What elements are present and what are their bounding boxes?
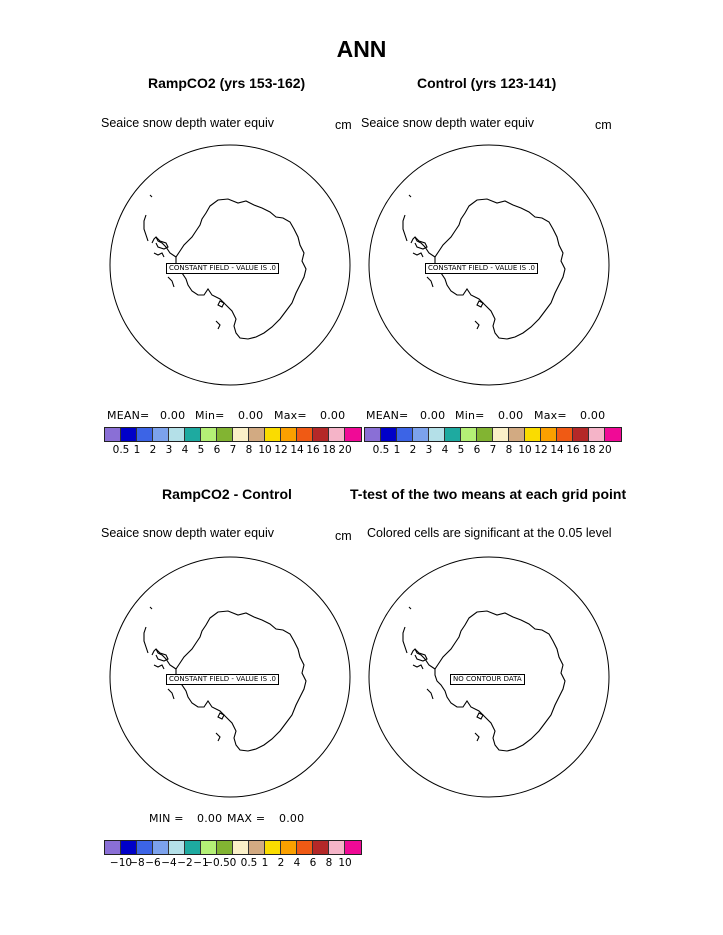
- colorbar-swatch: [105, 841, 121, 854]
- coastline-path: [403, 215, 407, 241]
- colorbar-tick-label: 3: [425, 444, 433, 456]
- min-value: 0.00: [197, 812, 223, 825]
- colorbar-swatch: [297, 428, 313, 441]
- colorbar-swatch: [509, 428, 525, 441]
- colorbar-tick-label: 8: [245, 444, 253, 456]
- colorbar-swatch: [397, 428, 413, 441]
- colorbar-swatch: [541, 428, 557, 441]
- colorbar-tick-label: 14: [550, 444, 564, 456]
- main-title: ANN: [336, 36, 387, 62]
- coastline-path: [475, 321, 479, 329]
- coastline-path: [144, 215, 148, 241]
- colorbar-swatch: [249, 428, 265, 441]
- colorbar-tick-label: 0.5: [112, 444, 130, 456]
- coastline-path: [216, 733, 220, 741]
- significance-note: Colored cells are significant at the 0.05 level: [367, 526, 612, 540]
- colorbar-tick-label: 0: [229, 857, 237, 869]
- panel-title-difference: RampCO2 - Control: [162, 486, 292, 502]
- units-label-difference: cm: [335, 529, 352, 543]
- max-value: 0.00: [580, 409, 606, 422]
- colorbar-swatch: [265, 428, 281, 441]
- colorbar-rampco2: [104, 427, 362, 442]
- constant-field-note-control: CONSTANT FIELD - VALUE IS .0: [425, 263, 538, 274]
- colorbar-tick-label: 3: [165, 444, 173, 456]
- coastline-path: [144, 627, 148, 653]
- colorbar-tick-label: 6: [309, 857, 317, 869]
- colorbar-labels-difference: [104, 857, 362, 871]
- mean-label: MEAN=: [107, 409, 150, 422]
- colorbar-swatch: [153, 428, 169, 441]
- max-label: Max=: [274, 409, 307, 422]
- colorbar-swatch: [169, 841, 185, 854]
- colorbar-tick-label: 4: [181, 444, 189, 456]
- coastline-path: [413, 665, 423, 669]
- colorbar-swatch: [345, 841, 361, 854]
- min-label: Min=: [195, 409, 225, 422]
- colorbar-swatch: [381, 428, 397, 441]
- max-value: 0.00: [279, 812, 305, 825]
- colorbar-tick-label: 5: [197, 444, 205, 456]
- min-value: 0.00: [238, 409, 264, 422]
- coastline-path: [413, 253, 423, 257]
- colorbar-swatch: [265, 841, 281, 854]
- colorbar-swatch: [329, 841, 345, 854]
- field-label-control: Seaice snow depth water equiv: [361, 116, 535, 130]
- colorbar-tick-label: 1: [261, 857, 269, 869]
- colorbar-tick-label: 2: [409, 444, 417, 456]
- mean-value: 0.00: [160, 409, 186, 422]
- max-value: 0.00: [320, 409, 346, 422]
- colorbar-swatch: [313, 428, 329, 441]
- colorbar-tick-label: 12: [534, 444, 548, 456]
- colorbar-tick-label: 10: [338, 857, 352, 869]
- coastline-path: [475, 733, 479, 741]
- coastline-path: [403, 627, 407, 653]
- colorbar-tick-label: 10: [258, 444, 272, 456]
- colorbar-swatch: [461, 428, 477, 441]
- colorbar-swatch: [413, 428, 429, 441]
- colorbar-swatch: [313, 841, 329, 854]
- colorbar-swatch: [297, 841, 313, 854]
- colorbar-swatch: [429, 428, 445, 441]
- colorbar-swatch: [249, 841, 265, 854]
- colorbar-swatch: [573, 428, 589, 441]
- colorbar-tick-label: 0.5: [240, 857, 258, 869]
- colorbar-swatch: [169, 428, 185, 441]
- colorbar-labels-control: [364, 444, 622, 458]
- colorbar-tick-label: 7: [229, 444, 237, 456]
- colorbar-tick-label: 18: [322, 444, 336, 456]
- colorbar-tick-label: 18: [582, 444, 596, 456]
- panel-title-control: Control (yrs 123-141): [417, 75, 557, 91]
- max-label: MAX =: [227, 812, 266, 825]
- colorbar-tick-label: 1: [133, 444, 141, 456]
- colorbar-swatch: [493, 428, 509, 441]
- colorbar-swatch: [121, 841, 137, 854]
- colorbar-tick-label: 4: [441, 444, 449, 456]
- colorbar-swatch: [365, 428, 381, 441]
- colorbar-tick-label: 6: [473, 444, 481, 456]
- mean-value: 0.00: [420, 409, 446, 422]
- colorbar-swatch: [201, 428, 217, 441]
- colorbar-tick-label: 16: [566, 444, 580, 456]
- colorbar-swatch: [137, 428, 153, 441]
- colorbar-swatch: [217, 841, 233, 854]
- no-contour-note: NO CONTOUR DATA: [450, 674, 525, 685]
- coastline-path: [427, 689, 433, 699]
- colorbar-swatch: [281, 428, 297, 441]
- colorbar-swatch: [105, 428, 121, 441]
- coastline-path: [409, 607, 411, 609]
- coastline-path: [168, 689, 174, 699]
- colorbar-swatch: [525, 428, 541, 441]
- colorbar-tick-label: 6: [213, 444, 221, 456]
- colorbar-control: [364, 427, 622, 442]
- colorbar-swatch: [445, 428, 461, 441]
- colorbar-tick-label: 8: [505, 444, 513, 456]
- panel-title-ttest: T-test of the two means at each grid point: [350, 486, 627, 502]
- colorbar-tick-label: 20: [598, 444, 612, 456]
- max-label: Max=: [534, 409, 567, 422]
- panel-title-rampco2: RampCO2 (yrs 153-162): [148, 75, 306, 91]
- colorbar-swatch: [153, 841, 169, 854]
- colorbar-swatch: [477, 428, 493, 441]
- colorbar-tick-label: −4: [161, 857, 177, 869]
- colorbar-swatch: [329, 428, 345, 441]
- colorbar-tick-label: −8: [129, 857, 145, 869]
- colorbar-swatch: [185, 428, 201, 441]
- colorbar-swatch: [185, 841, 201, 854]
- colorbar-swatch: [557, 428, 573, 441]
- colorbar-tick-label: 8: [325, 857, 333, 869]
- colorbar-swatch: [217, 428, 233, 441]
- colorbar-swatch: [589, 428, 605, 441]
- colorbar-tick-label: 2: [149, 444, 157, 456]
- colorbar-tick-label: 5: [457, 444, 465, 456]
- colorbar-tick-label: −2: [177, 857, 193, 869]
- coastline-path: [150, 607, 152, 609]
- coastline-path: [168, 277, 174, 287]
- colorbar-tick-label: 12: [274, 444, 288, 456]
- colorbar-tick-label: 20: [338, 444, 352, 456]
- constant-field-note-difference: CONSTANT FIELD - VALUE IS .0: [166, 674, 279, 685]
- colorbar-tick-label: 1: [393, 444, 401, 456]
- colorbar-tick-label: −0.5: [204, 857, 230, 869]
- coastline-path: [427, 277, 433, 287]
- coastline-path: [150, 195, 152, 197]
- colorbar-tick-label: −10: [109, 857, 133, 869]
- colorbar-tick-label: 14: [290, 444, 304, 456]
- constant-field-note-rampco2: CONSTANT FIELD - VALUE IS .0: [166, 263, 279, 274]
- colorbar-swatch: [233, 428, 249, 441]
- coastline-path: [216, 321, 220, 329]
- colorbar-tick-label: 4: [293, 857, 301, 869]
- min-label: MIN =: [149, 812, 184, 825]
- colorbar-tick-label: 7: [489, 444, 497, 456]
- units-label-control: cm: [595, 118, 612, 132]
- colorbar-swatch: [121, 428, 137, 441]
- colorbar-swatch: [281, 841, 297, 854]
- colorbar-tick-label: 0.5: [372, 444, 390, 456]
- coastline-path: [154, 665, 164, 669]
- colorbar-swatch: [233, 841, 249, 854]
- colorbar-swatch: [137, 841, 153, 854]
- min-value: 0.00: [498, 409, 524, 422]
- colorbar-swatch: [605, 428, 621, 441]
- colorbar-tick-label: 2: [277, 857, 285, 869]
- colorbar-tick-label: −1: [193, 857, 209, 869]
- coastline-path: [409, 195, 411, 197]
- colorbar-tick-label: 16: [306, 444, 320, 456]
- colorbar-labels-rampco2: [104, 444, 362, 458]
- units-label-rampco2: cm: [335, 118, 352, 132]
- coastline-path: [154, 253, 164, 257]
- colorbar-swatch: [201, 841, 217, 854]
- colorbar-difference: [104, 840, 362, 855]
- colorbar-tick-label: 10: [518, 444, 532, 456]
- colorbar-swatch: [345, 428, 361, 441]
- colorbar-tick-label: −6: [145, 857, 161, 869]
- field-label-difference: Seaice snow depth water equiv: [101, 526, 275, 540]
- field-label-rampco2: Seaice snow depth water equiv: [101, 116, 275, 130]
- min-label: Min=: [455, 409, 485, 422]
- mean-label: MEAN=: [366, 409, 409, 422]
